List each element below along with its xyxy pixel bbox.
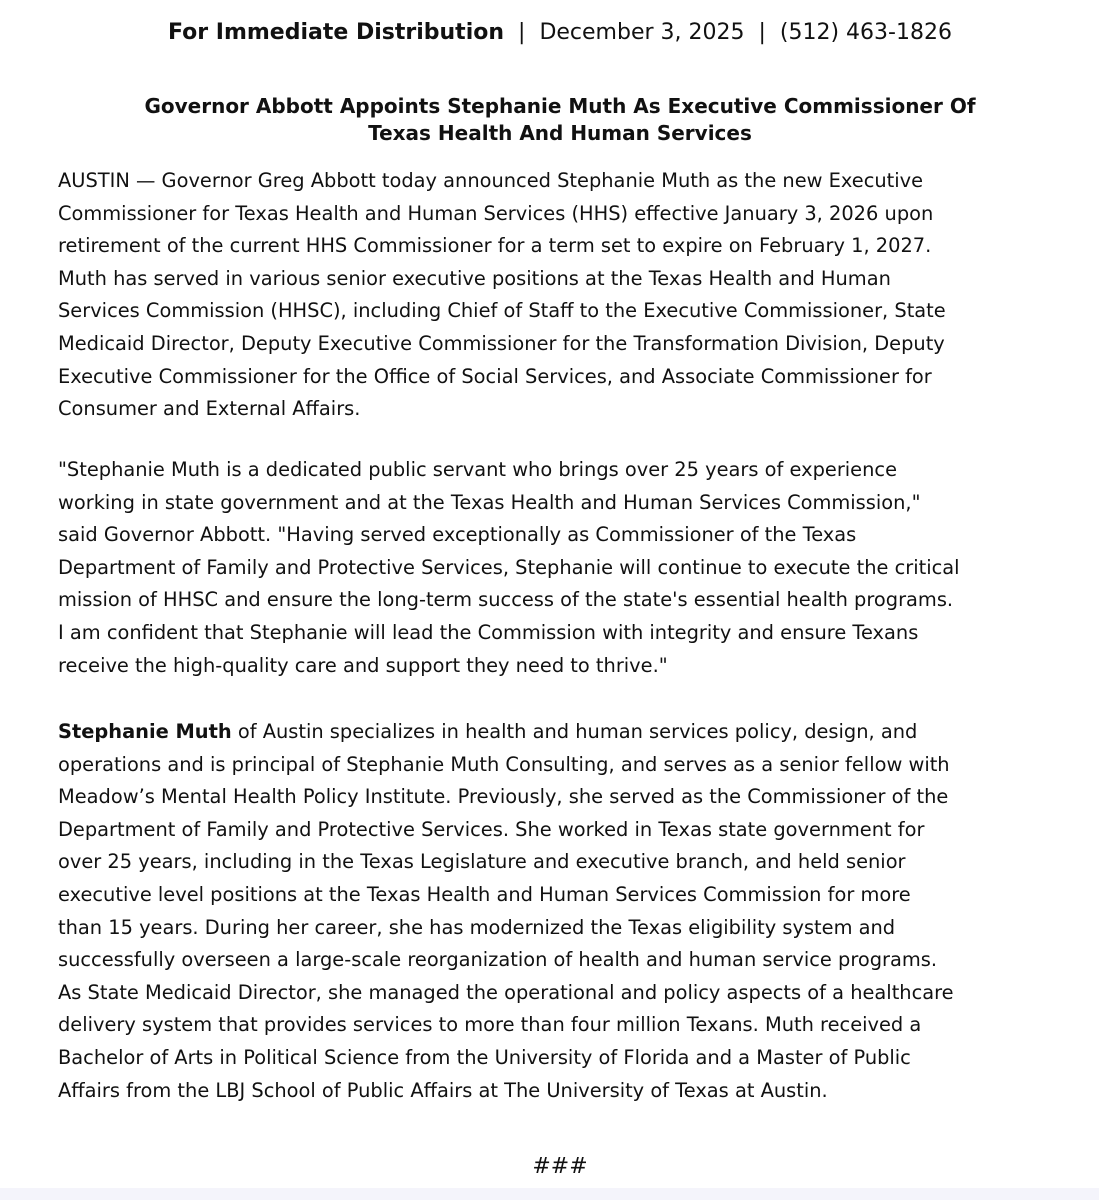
contact-phone: (512) 463-1826 xyxy=(779,20,952,45)
distribution-label: For Immediate Distribution xyxy=(168,20,505,45)
biography-text: of Austin specializes in health and human services policy, design, and operations and is principal of Stephanie Muth Consulting, and serves as a senior fellow with Meadow’s Mental Health Policy Institute. Previously, she served as the Commissioner of the Department of Family and Protective Services. She worked in Texas state government for over 25 years, including in the Texas Legislature and executive branch, and held senior executive level positions at the Texas Health and Human Services Commission for more than 15 years. During her career, she has modernized the Texas eligibility system and successfully overseen a large-scale reorganization of health and human service programs. As State Medicaid Director, she managed the operational and policy aspects of a healthcare delivery system that provides services to more than four million Texans. Muth received a Bachelor of Arts in Political Science from the University of Florida and a Master of Public Affairs from the LBJ School of Public Affairs at The University of Texas at Austin. xyxy=(58,720,954,1102)
header-separator: | xyxy=(758,20,766,45)
biography-paragraph xyxy=(58,716,1073,1107)
release-date: December 3, 2025 xyxy=(539,20,745,45)
appointee-name: Stephanie Muth xyxy=(58,720,232,743)
title-line-2: Texas Health And Human Services xyxy=(368,121,752,145)
end-of-release-mark: ### xyxy=(532,1154,588,1179)
header-separator: | xyxy=(518,20,526,45)
announcement-paragraph: AUSTIN — Governor Greg Abbott today announced Stephanie Muth as the new Executive Commissioner for Texas Health and Human Services (HHS) effective January 3, 2026 upon retirement of the current HHS Commissioner for a term set to expire on February 1, 2027. Muth has served in various senior executive positions at the Texas Health and Human Services Commission (HHSC), including Chief of Staff to the Executive Commissioner, State Medicaid Director, Deputy Executive Commissioner for the Transformation Division, Deputy Executive Commissioner for the Office of Social Services, and Associate Commissioner for Consumer and External Affairs. xyxy=(58,169,946,421)
title-line-1: Governor Abbott Appoints Stephanie Muth As Executive Commissioner Of xyxy=(144,94,976,118)
press-release-title xyxy=(0,93,1099,147)
governor-quote-paragraph: "Stephanie Muth is a dedicated public servant who brings over 25 years of experience working in state government and at the Texas Health and Human Services Commission," said Governor Abbott. "Having served exceptionally as Commissioner of the Texas Department of Family and Protective Services, Stephanie will continue to execute the critical mission of HHSC and ensure the long-term success of the state's essential health programs. I am confident that Stephanie will lead the Commission with integrity and ensure Texans receive the high-quality care and support they need to thrive." xyxy=(58,458,960,677)
bottom-band xyxy=(0,1188,1099,1200)
distribution-header xyxy=(0,18,1099,48)
